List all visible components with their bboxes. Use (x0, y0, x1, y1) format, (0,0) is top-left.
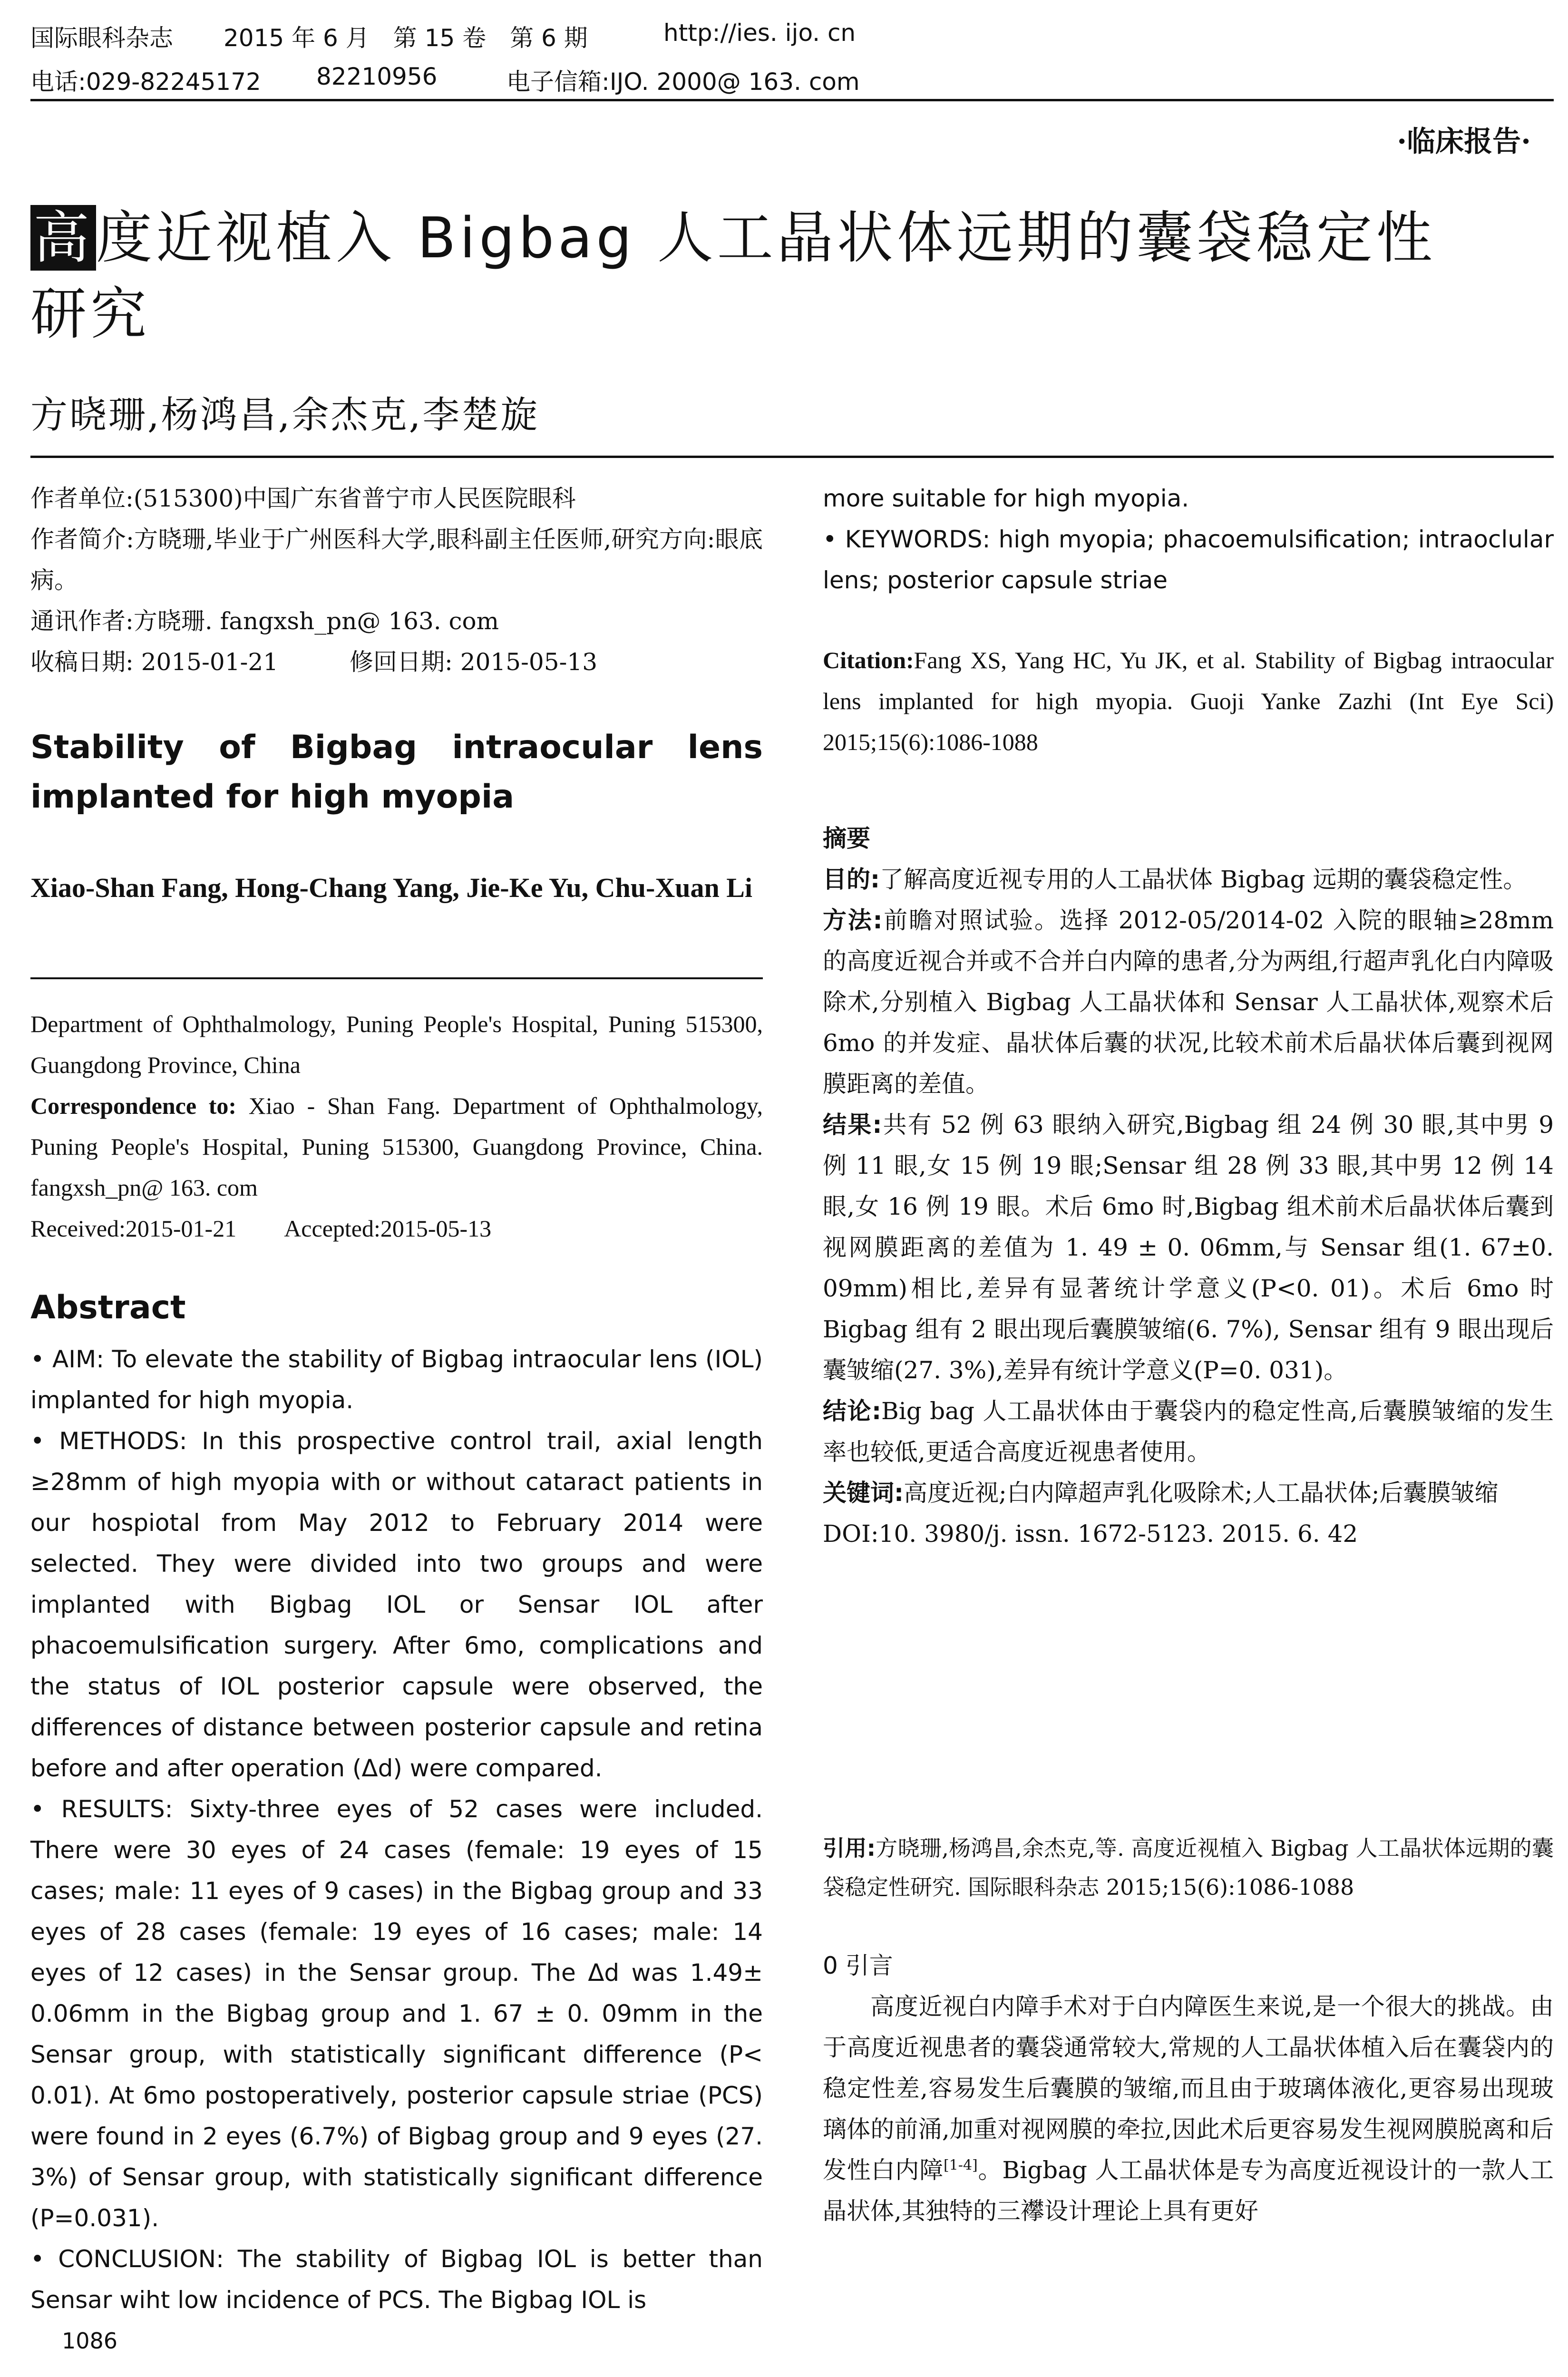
email[interactable]: 电子信箱:IJO. 2000@ 163. com (506, 68, 860, 96)
cite-cn-block (823, 1829, 1554, 1907)
authors-cn: 方晓珊,杨鸿昌,余杰克,李楚旋 (30, 394, 540, 437)
page-number: 1086 (62, 2328, 118, 2354)
citation-label: Citation: (823, 647, 914, 673)
issue-info: 2015 年 6 月 第 15 卷 第 6 期 (224, 24, 588, 52)
abstract-conclusion: • CONCLUSION: The stability of Bigbag IOL is better than Sensar wiht low incidence of PCS. The Bigbag IOL is (30, 2245, 763, 2314)
cn-methods-label: 方法: (823, 906, 883, 934)
citation-text: Fang XS, Yang HC, Yu JK, et al. Stability of Bigbag intraocular lens implanted for high myopia. Guoji Yanke Zazhi (Int Eye Sci) 2015;15(6):1086-1088 (823, 647, 1554, 755)
phone: 电话:029-82245172 (30, 68, 261, 96)
intro-text (823, 1986, 1554, 2231)
cn-keywords (823, 1472, 1554, 1513)
intro-heading: 0 引言 (823, 1952, 893, 1979)
conclusion-continued: more suitable for high myopia. (823, 485, 1189, 512)
keywords-en: • KEYWORDS: high myopia; phacoemulsification; intraoclular lens; posterior capsule striae (823, 526, 1554, 594)
abstract-heading: Abstract (30, 1289, 186, 1326)
left-column (30, 478, 763, 682)
cn-results-label: 结果: (823, 1111, 882, 1139)
correspondence-label: Correspondence to: (30, 1092, 237, 1119)
doi: DOI:10. 3980/j. issn. 1672-5123. 2015. 6. 42 (823, 1520, 1358, 1548)
journal-url[interactable]: http://ies. ijo. cn (663, 19, 856, 47)
cn-conclusion-text: Big bag 人工晶状体由于囊袋内的稳定性高,后囊膜皱缩的发生率也较低,更适合高度近视患者使用。 (823, 1397, 1554, 1466)
cn-aim (823, 859, 1554, 900)
cn-aim-text: 了解高度近视专用的人工晶状体 Bigbag 远期的囊袋稳定性。 (880, 866, 1527, 893)
header-rule (30, 99, 1554, 101)
intro-text-1: 高度近视白内障手术对于白内障医生来说,是一个很大的挑战。由于高度近视患者的囊袋通常较大,常规的人工晶状体植入后在囊袋内的稳定性差,容易发生后囊膜的皱缩,而且由于玻璃体液化,更容易出现玻璃体的前涌,加重对视网膜的牵拉,因此术后更容易发生视网膜脱离和后发性白内障 (823, 1993, 1554, 2184)
affiliation: 作者单位:(515300)中国广东省普宁市人民医院眼科 (30, 485, 576, 512)
cite-cn-label: 引用: (823, 1835, 876, 1861)
chinese-abstract-heading: 摘要 (823, 825, 870, 852)
cn-methods-text: 前瞻对照试验。选择 2012-05/2014-02 入院的眼轴≥28mm 的高度近视合并或不合并白内障的患者,分为两组,行超声乳化白内障吸除术,分别植入 Bigbag 人工晶状体和 Sensar 人工晶状体,观察术后 6mo 的并发症、晶状体后囊的状况,比较术前术后晶状体后囊到视网膜距离的差值。 (823, 906, 1554, 1098)
phone-2: 82210956 (316, 63, 438, 90)
intro-ref: [1-4] (944, 2157, 978, 2174)
cn-conclusion-label: 结论: (823, 1397, 882, 1425)
department: Department of Ophthalmology, Puning People's Hospital, Puning 515300, Guangdong Province, China (30, 1011, 763, 1078)
citation (823, 640, 1554, 762)
abstract-body (30, 1339, 763, 2320)
correspondence-text: Xiao - Shan Fang. Department of Ophthalmology, Puning People's Hospital, Puning 515300, Guangdong Province, China. fangxsh_pn@ 163. com (30, 1092, 763, 1201)
page-title (30, 200, 1557, 352)
cite-cn (823, 1829, 1554, 1907)
title-main: 度近视植入 Bigbag 人工晶状体远期的囊袋稳定性 (96, 205, 1436, 271)
cn-results (823, 1104, 1554, 1391)
received-dates: 收稿日期: 2015-01-21 修回日期: 2015-05-13 (30, 648, 598, 676)
introduction (823, 1945, 1554, 2231)
title-initial: 高 (30, 205, 96, 271)
chinese-abstract (823, 818, 1554, 1554)
cn-keywords-label: 关键词: (823, 1479, 904, 1507)
cite-cn-text: 方晓珊,杨鸿昌,余杰克,等. 高度近视植入 Bigbag 人工晶状体远期的囊袋稳定性研究. 国际眼科杂志 2015;15(6):1086-1088 (823, 1835, 1554, 1900)
received-accepted: Received:2015-01-21 Accepted:2015-05-13 (30, 1215, 492, 1242)
right-column-top (823, 478, 1554, 601)
english-affiliation-block (30, 1003, 763, 1249)
author-bio: 作者简介:方晓珊,毕业于广州医科大学,眼科副主任医师,研究方向:眼底病。 (30, 526, 763, 594)
journal-name: 国际眼科杂志 (30, 24, 173, 52)
authors-rule (30, 977, 763, 979)
title-line-2: 研究 (30, 281, 151, 347)
citation-block (823, 640, 1554, 762)
cn-aim-label: 目的: (823, 866, 880, 893)
title-rule (30, 456, 1554, 458)
abstract-aim: • AIM: To elevate the stability of Bigbag intraocular lens (IOL) implanted for high myopia. (30, 1345, 763, 1414)
english-title: Stability of Bigbag intraocular lens implanted for high myopia (30, 729, 763, 816)
corresponding-author: 通讯作者:方晓珊. fangxsh_pn@ 163. com (30, 607, 499, 635)
cn-keywords-text: 高度近视;白内障超声乳化吸除术;人工晶状体;后囊膜皱缩 (904, 1479, 1499, 1507)
abstract-results: • RESULTS: Sixty-three eyes of 52 cases were included. There were 30 eyes of 24 cases (female: 19 eyes of 15 cases; male: 11 eyes of 9 cases) in the Bigbag group and 33 eyes of 28 cases (female: 19 eyes of 16 cases; male: 14 eyes of 12 cases) in the Sensar group. The Δd was 1.49± 0.06mm in the Bigbag group and 1. 67 ± 0. 09mm in the Sensar group, with statistically significant difference (P< 0.01). At 6mo postoperatively, posterior capsule striae (PCS) were found in 2 eyes (6.7%) of Bigbag group and 9 eyes (27. 3%) of Sensar group, with statistically significant difference (P=0.031). (30, 1795, 763, 2232)
cn-conclusion (823, 1391, 1554, 1472)
correspondence (30, 1085, 763, 1208)
abstract-methods: • METHODS: In this prospective control trail, axial length ≥28mm of high myopia with or without cataract patients in our hospiotal from May 2012 to February 2014 were selected. They were divided into two groups and were implanted with Bigbag IOL or Sensar IOL after phacoemulsification surgery. After 6mo, complications and the status of IOL posterior capsule were observed, the differences of distance between posterior capsule and retina before and after operation (Δd) were compared. (30, 1427, 763, 1782)
intro-text-2: 。Bigbag 人工晶状体是专为高度近视设计的一款人工晶状体,其独特的三襻设计理论上具有更好 (823, 2156, 1554, 2225)
cn-results-text: 共有 52 例 63 眼纳入研究,Bigbag 组 24 例 30 眼,其中男 9 例 11 眼,女 15 例 19 眼;Sensar 组 28 例 33 眼,其中男 12 例 14 眼,女 16 例 19 眼。术后 6mo 时,Bigbag 组术前术后晶状体后囊到视网膜距离的差值为 1. 49 ± 0. 06mm,与 Sensar 组(1. 67±0. 09mm)相比,差异有显著统计学意义(P<0. 01)。术后 6mo 时 Bigbag 组有 2 眼出现后囊膜皱缩(6. 7%), Sensar 组有 9 眼出现后囊皱缩(27. 3%),差异有统计学意义(P=0. 031)。 (823, 1111, 1554, 1384)
english-authors: Xiao-Shan Fang, Hong-Chang Yang, Jie-Ke Yu, Chu-Xuan Li (30, 872, 753, 903)
cn-methods (823, 900, 1554, 1104)
section-tag: ·临床报告· (1397, 125, 1531, 158)
